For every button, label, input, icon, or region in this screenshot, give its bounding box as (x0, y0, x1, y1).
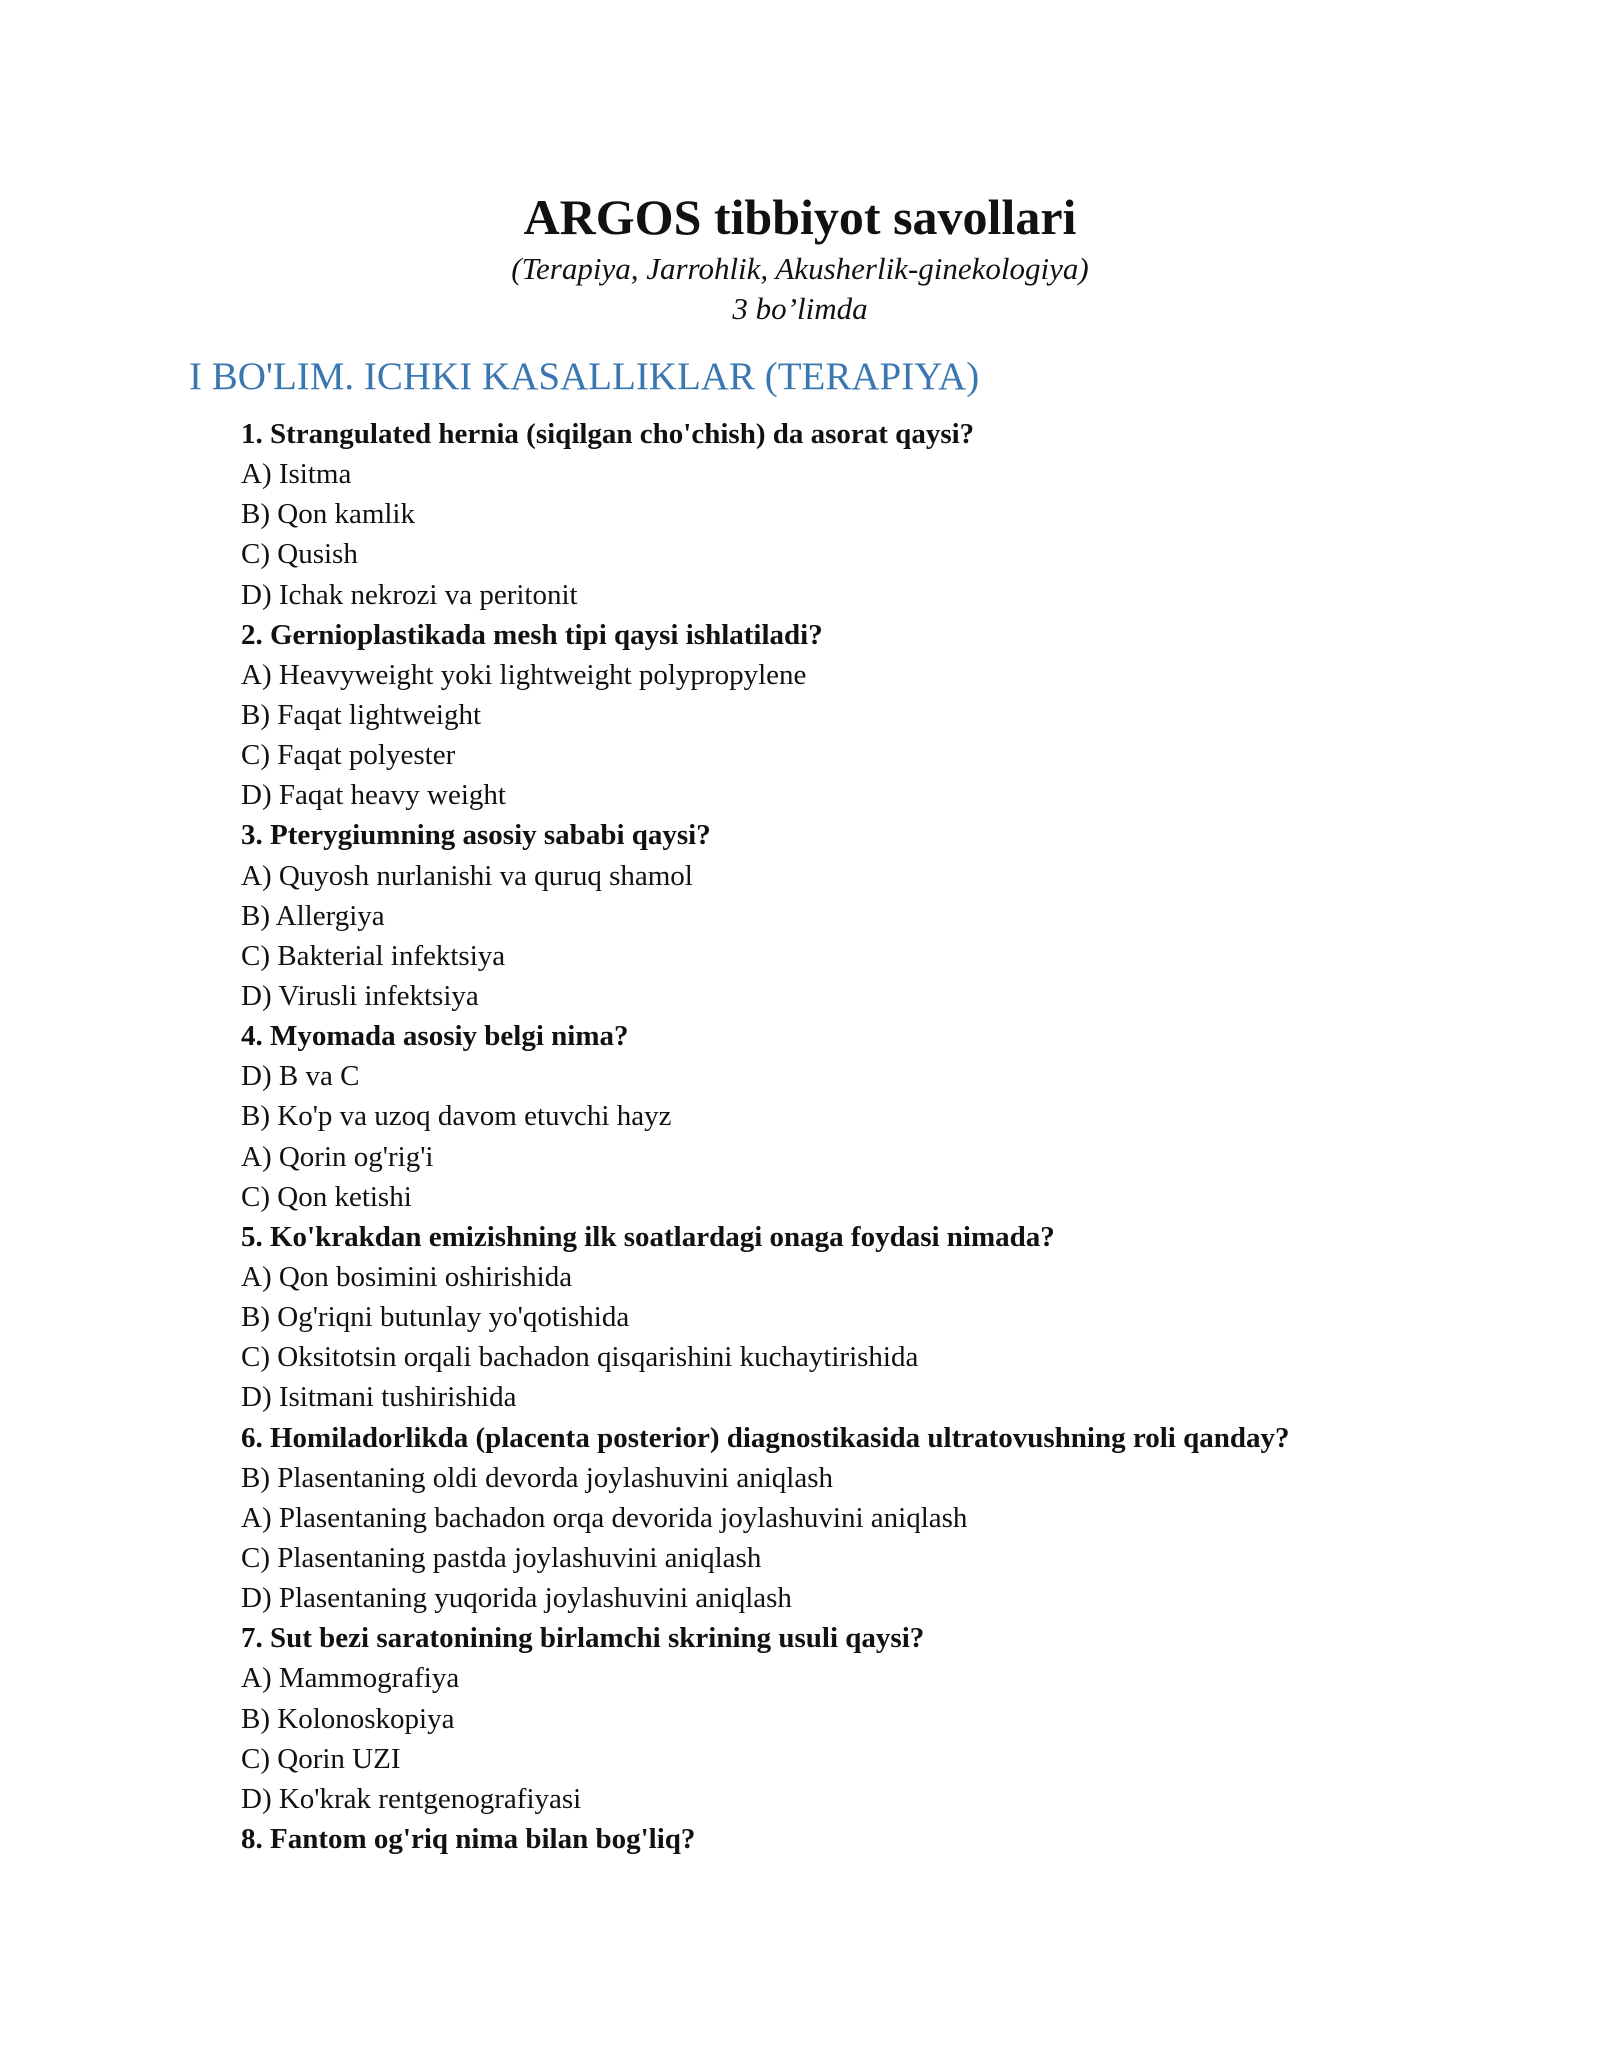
document-parts-note: 3 bo’limda (732, 291, 868, 326)
answer-option: A) Plasentaning bachadon orqa devorida joylashuvini aniqlash (241, 1501, 968, 1534)
answer-option: C) Plasentaning pastda joylashuvini aniqlash (241, 1541, 762, 1574)
question-text: 8. Fantom og'riq nima bilan bog'liq? (241, 1822, 696, 1855)
answer-option: C) Faqat polyester (241, 739, 456, 772)
answer-option: B) Ko'p va uzoq davom etuvchi hayz (241, 1100, 672, 1133)
question-item (241, 414, 1491, 615)
answer-option: D) Plasentaning yuqorida joylashuvini aniqlash (241, 1582, 792, 1615)
answer-option: A) Qon bosimini oshirishida (241, 1260, 573, 1293)
question-text: 5. Ko'krakdan emizishning ilk soatlardagi onaga foydasi nimada? (241, 1220, 1055, 1253)
question-item (241, 1418, 1491, 1619)
answer-option: D) Isitmani tushirishida (241, 1381, 517, 1414)
document-title: ARGOS tibbiyot savollari (523, 189, 1077, 245)
answer-option: C) Bakterial infektsiya (241, 939, 506, 972)
question-text: 4. Myomada asosiy belgi nima? (241, 1020, 629, 1053)
question-item (241, 1016, 1491, 1217)
document-subtitle: (Terapiya, Jarrohlik, Akusherlik-ginekologiya) (511, 251, 1089, 286)
answer-option: A) Qorin og'rig'i (241, 1140, 434, 1173)
answer-option: D) Ko'krak rentgenografiyasi (241, 1782, 582, 1815)
question-item (241, 815, 1491, 1016)
answer-option: C) Oksitotsin orqali bachadon qisqarishini kuchaytirishida (241, 1341, 919, 1374)
question-list (241, 414, 1491, 1859)
question-item (241, 1819, 1491, 1859)
question-text: 1. Strangulated hernia (siqilgan cho'chish) da asorat qaysi? (241, 418, 975, 450)
answer-option: A) Mammografiya (241, 1662, 460, 1695)
answer-option: A) Quyosh nurlanishi va quruq shamol (241, 859, 693, 892)
question-item (241, 1618, 1491, 1819)
answer-option: B) Faqat lightweight (241, 698, 482, 731)
answer-option: A) Heavyweight yoki lightweight polypropylene (241, 658, 807, 691)
answer-option: D) Virusli infektsiya (241, 979, 479, 1012)
answer-option: D) Ichak nekrozi va peritonit (241, 578, 578, 611)
question-text: 7. Sut bezi saratonining birlamchi skrining usuli qaysi? (241, 1622, 925, 1655)
answer-option: B) Allergiya (241, 899, 385, 932)
question-item (241, 1217, 1491, 1418)
answer-option: D) B va C (241, 1060, 360, 1093)
answer-option: D) Faqat heavy weight (241, 779, 506, 812)
answer-option: A) Isitma (241, 458, 352, 491)
question-text: 3. Pterygiumning asosiy sababi qaysi? (241, 819, 711, 852)
answer-option: C) Qorin UZI (241, 1742, 401, 1775)
question-item (241, 615, 1491, 816)
section-heading: I BO'LIM. ICHKI KASALLIKLAR (TERAPIYA) (189, 355, 980, 398)
answer-option: B) Kolonoskopiya (241, 1702, 455, 1735)
answer-option: C) Qusish (241, 538, 358, 571)
answer-option: B) Qon kamlik (241, 498, 415, 531)
question-text: 2. Gernioplastikada mesh tipi qaysi ishlatiladi? (241, 618, 823, 651)
question-text: 6. Homiladorlikda (placenta posterior) diagnostikasida ultratovushning roli qanday? (241, 1421, 1290, 1454)
answer-option: B) Og'riqni butunlay yo'qotishida (241, 1301, 630, 1334)
answer-option: B) Plasentaning oldi devorda joylashuvini aniqlash (241, 1461, 833, 1494)
answer-option: C) Qon ketishi (241, 1180, 412, 1213)
